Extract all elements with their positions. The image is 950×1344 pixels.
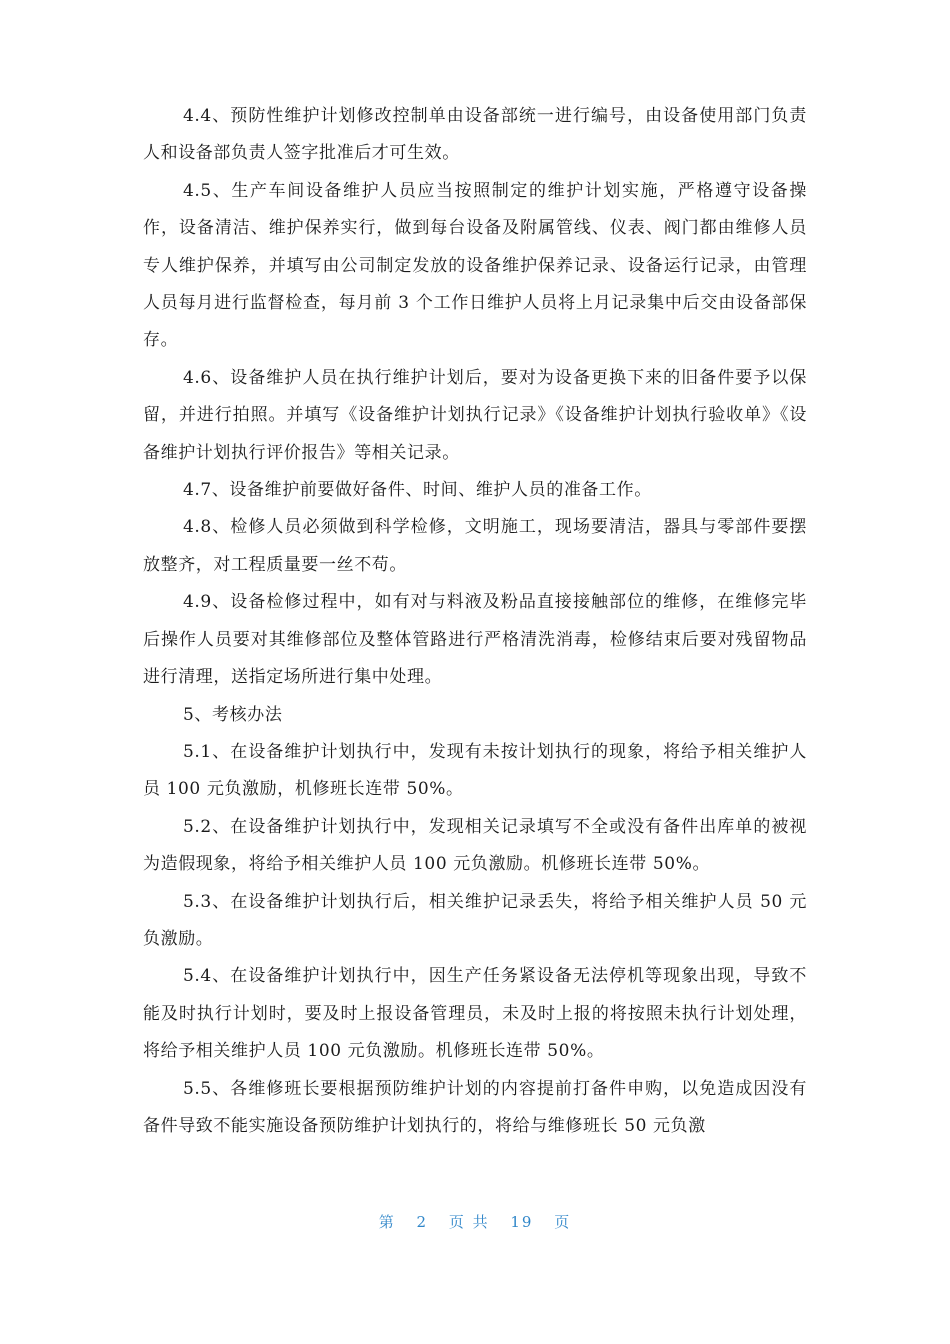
paragraph-4-5: 4.5、生产车间设备维护人员应当按照制定的维护计划实施，严格遵守设备操作，设备清洁、维护保养实行，做到每台设备及附属管线、仪表、阀门都由维修人员专人维护保养，并填写由公司制定发放的设备维护保养记录、设备运行记录，由管理人员每月进行监督检查，每月前 3 个工作日维护人员将上月记录集中后交由设备部保存。 <box>143 180 807 351</box>
paragraph-5-3: 5.3、在设备维护计划执行后，相关维护记录丢失，将给予相关维护人员 50 元负激励。 <box>143 891 807 949</box>
footer-prefix: 第 <box>378 1213 396 1231</box>
paragraph-5-4: 5.4、在设备维护计划执行中，因生产任务紧设备无法停机等现象出现，导致不能及时执行计划时，要及时上报设备管理员，未及时上报的将按照未执行计划处理，将给予相关维护人员 100 元负激励。机修班长连带 50%。 <box>143 966 807 1062</box>
page-footer <box>0 1211 950 1232</box>
footer-suffix: 页 <box>554 1213 572 1231</box>
footer-middle: 页 共 <box>448 1213 490 1231</box>
paragraph-5-1: 5.1、在设备维护计划执行中，发现有未按计划执行的现象，将给予相关维护人员 100 元负激励，机修班长连带 50%。 <box>143 741 807 800</box>
paragraph-5-5: 5.5、各维修班长要根据预防维护计划的内容提前打备件申购，以免造成因没有备件导致不能实施设备预防维护计划执行的，将给与维修班长 50 元负激 <box>143 1078 807 1136</box>
footer-page-number: 2 <box>416 1213 429 1231</box>
paragraph-4-7: 4.7、设备维护前要做好备件、时间、维护人员的准备工作。 <box>183 480 652 501</box>
footer-total-pages: 19 <box>510 1213 534 1231</box>
paragraph-4-9: 4.9、设备检修过程中，如有对与料液及粉品直接接触部位的维修，在维修完毕后操作人员要对其维修部位及整体管路进行严格清洗消毒，检修结束后要对残留物品进行清理，送指定场所进行集中处理。 <box>143 592 807 688</box>
paragraph-4-8: 4.8、检修人员必须做到科学检修，文明施工，现场要清洁，器具与零部件要摆放整齐，对工程质量要一丝不苟。 <box>143 517 807 575</box>
document-body <box>143 98 807 1145</box>
paragraph-5-2: 5.2、在设备维护计划执行中，发现相关记录填写不全或没有备件出库单的被视为造假现象，将给予相关维护人员 100 元负激励。机修班长连带 50%。 <box>143 816 807 875</box>
section-heading-5: 5、考核办法 <box>183 704 283 725</box>
paragraph-4-4: 4.4、预防性维护计划修改控制单由设备部统一进行编号，由设备使用部门负责人和设备部负责人签字批准后才可生效。 <box>143 106 807 164</box>
paragraph-4-6: 4.6、设备维护人员在执行维护计划后，要对为设备更换下来的旧备件要予以保留，并进行拍照。并填写《设备维护计划执行记录》《设备维护计划执行验收单》《设备维护计划执行评价报告》等相关记录。 <box>143 367 807 463</box>
